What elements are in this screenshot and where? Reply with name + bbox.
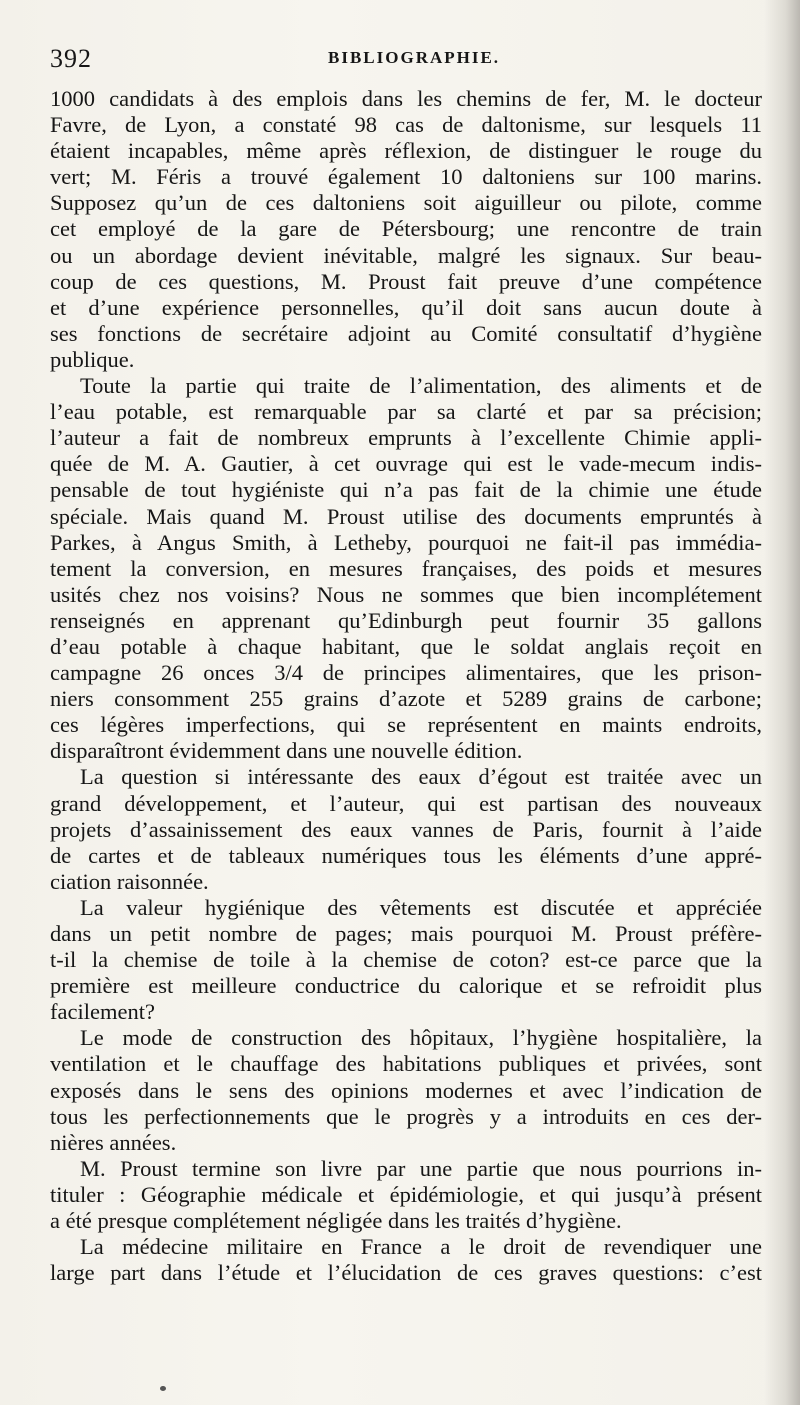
text-line: ou un abordage devient inévitable, malgré les signaux. Sur beau- <box>50 242 762 268</box>
page-edge-shadow <box>764 0 800 1405</box>
text-line: facilement? <box>50 999 155 1025</box>
text-line: disparaîtront évidemment dans une nouvelle édition. <box>50 738 523 764</box>
text-line: campagne 26 onces 3/4 de principes alimentaires, que les prison- <box>50 660 762 686</box>
text-line: a été presque complétement négligée dans les traités d’hygiène. <box>50 1208 622 1234</box>
text-line: La question si intéressante des eaux d’égout est traitée avec un <box>80 764 762 790</box>
text-line: La médecine militaire en France a le droit de revendiquer une <box>80 1234 762 1260</box>
text-line: nières années. <box>50 1129 177 1155</box>
text-line: tement la conversion, en mesures françaises, des poids et mesures <box>50 555 762 581</box>
text-line: ventilation et le chauffage des habitations publiques et privées, sont <box>50 1051 762 1077</box>
text-line: publique. <box>50 346 135 372</box>
text-line: Toute la partie qui traite de l’alimentation, des aliments et de <box>80 373 762 399</box>
text-line: Favre, de Lyon, a constaté 98 cas de daltonisme, sur lesquels 11 <box>50 112 762 138</box>
text-line: niers consomment 255 grains d’azote et 5289 grains de carbone; <box>50 686 762 712</box>
text-line: 1000 candidats à des emplois dans les chemins de fer, M. le docteur <box>50 86 762 111</box>
text-line: et d’une expérience personnelles, qu’il doit sans aucun doute à <box>50 294 762 320</box>
running-head: BIBLIOGRAPHIE. <box>328 48 501 67</box>
text-line: d’eau potable à chaque habitant, que le soldat anglais reçoit en <box>50 633 762 659</box>
text-line: ces légères imperfections, qui se représentent en maints endroits, <box>50 712 762 738</box>
text-line: renseignés en apprenant qu’Edinburgh peut fournir 35 gallons <box>50 607 762 633</box>
page-number: 392 <box>50 44 92 73</box>
text-line: l’auteur a fait de nombreux emprunts à l’excellente Chimie appli- <box>50 425 762 451</box>
text-line: M. Proust termine son livre par une partie que nous pourrions in- <box>80 1155 762 1181</box>
text-line: vert; M. Féris a trouvé également 10 daltoniens sur 100 marins. <box>50 164 762 190</box>
page-header <box>50 40 760 80</box>
ink-speck <box>160 1386 166 1391</box>
text-line: tituler : Géographie médicale et épidémiologie, et qui jusqu’à présent <box>50 1181 762 1207</box>
text-line: étaient incapables, même après réflexion, de distinguer le rouge du <box>50 138 762 164</box>
text-line: première est meilleure conductrice du calorique et se refroidit plus <box>50 973 762 999</box>
text-line: coup de ces questions, M. Proust fait preuve d’une compétence <box>50 268 762 294</box>
text-line: dans un petit nombre de pages; mais pourquoi M. Proust préfère- <box>50 921 762 946</box>
text-line: pensable de tout hygiéniste qui n’a pas fait de la chimie une étude <box>50 477 762 503</box>
text-line: de cartes et de tableaux numériques tous les éléments d’une appré- <box>50 842 762 868</box>
text-line: La valeur hygiénique des vêtements est discutée et appréciée <box>80 894 762 920</box>
text-line: projets d’assainissement des eaux vannes de Paris, fournit à l’aide <box>50 816 762 842</box>
text-line: tous les perfectionnements que le progrès y a introduits en ces der- <box>50 1103 762 1129</box>
text-line: large part dans l’étude et l’élucidation de ces graves questions: c’est <box>50 1260 762 1286</box>
text-line: spéciale. Mais quand M. Proust utilise des documents empruntés à <box>50 503 762 529</box>
text-line: Supposez qu’un de ces daltoniens soit aiguilleur ou pilote, comme <box>50 190 762 216</box>
text-line: cet employé de la gare de Pétersbourg; une rencontre de train <box>50 216 762 242</box>
text-line: grand développement, et l’auteur, qui est partisan des nouveaux <box>50 790 762 816</box>
text-line: t-il la chemise de toile à la chemise de coton? est-ce parce que la <box>50 947 762 973</box>
text-line: quée de M. A. Gautier, à cet ouvrage qui est le vade-mecum indis- <box>50 451 762 477</box>
text-line: Le mode de construction des hôpitaux, l’hygiène hospitalière, la <box>80 1025 762 1051</box>
text-line: usités chez nos voisins? Nous ne sommes que bien incomplétement <box>50 581 762 607</box>
body-text <box>50 86 762 1286</box>
text-line: l’eau potable, est remarquable par sa clarté et par sa précision; <box>50 399 762 425</box>
text-line: Parkes, à Angus Smith, à Letheby, pourquoi ne fait-il pas immédia- <box>50 529 762 555</box>
text-line: ses fonctions de secrétaire adjoint au Comité consultatif d’hygiène <box>50 320 762 346</box>
text-line: ciation raisonnée. <box>50 868 209 894</box>
text-line: exposés dans le sens des opinions modernes et avec l’indication de <box>50 1077 762 1103</box>
